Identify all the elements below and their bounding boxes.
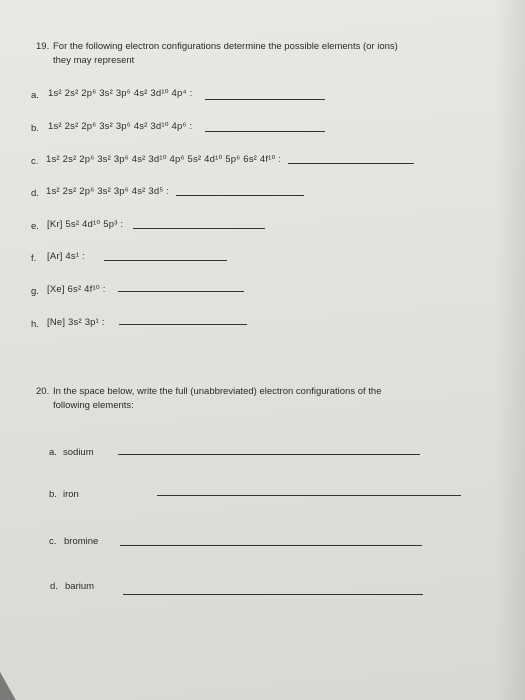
q19e-letter: e. — [31, 221, 39, 232]
q19a-config: 1s² 2s² 2p⁶ 3s² 3p⁶ 4s² 3d¹⁰ 4p⁴ : — [48, 88, 193, 99]
q20a-letter: a. — [49, 447, 57, 458]
q19c-config: 1s² 2s² 2p⁶ 3s² 3p⁶ 4s² 3d¹⁰ 4p⁶ 5s² 4d¹⁰ 5p⁶ 6s² 4f¹⁰ : — [46, 154, 282, 165]
q19h-config: [Ne] 3s² 3p¹ : — [47, 317, 105, 328]
q20-prompt-line2: following elements: — [53, 400, 134, 411]
q19g-config: [Xe] 6s² 4f¹⁰ : — [47, 284, 106, 295]
q19d-config: 1s² 2s² 2p⁶ 3s² 3p⁶ 4s² 3d⁵ : — [46, 186, 170, 197]
q19-prompt-line1: For the following electron configurations determine the possible elements (or ions) — [53, 41, 398, 52]
q19a-letter: a. — [31, 90, 39, 101]
q19g-letter: g. — [31, 286, 39, 297]
q19d-answer-line[interactable] — [176, 195, 304, 196]
page-shade — [495, 0, 525, 700]
q19c-answer-line[interactable] — [288, 163, 414, 164]
q19f-letter: f. — [31, 253, 37, 264]
q20-number: 20. — [36, 386, 50, 397]
q20c-answer-line[interactable] — [120, 545, 422, 546]
q20a-element: sodium — [63, 447, 94, 458]
q19f-config: [Ar] 4s¹ : — [47, 251, 85, 262]
q19-prompt-line2: they may represent — [53, 55, 135, 66]
q20c-element: bromine — [64, 536, 99, 547]
q20b-letter: b. — [49, 489, 57, 500]
q19d-letter: d. — [31, 188, 39, 199]
q19h-letter: h. — [31, 319, 39, 330]
q19-number: 19. — [36, 41, 50, 52]
q19a-answer-line[interactable] — [205, 99, 325, 100]
q19g-answer-line[interactable] — [118, 291, 244, 292]
q19b-letter: b. — [31, 123, 39, 134]
q20c-letter: c. — [49, 536, 57, 547]
q20d-element: barium — [65, 581, 95, 592]
q19c-letter: c. — [31, 156, 39, 167]
q19f-answer-line[interactable] — [104, 260, 227, 261]
q19b-answer-line[interactable] — [205, 131, 325, 132]
q20d-answer-line[interactable] — [123, 594, 423, 595]
q19h-answer-line[interactable] — [119, 324, 247, 325]
q19e-config: [Kr] 5s² 4d¹⁰ 5p³ : — [47, 219, 124, 230]
q19b-config: 1s² 2s² 2p⁶ 3s² 3p⁶ 4s² 3d¹⁰ 4p⁶ : — [48, 121, 193, 132]
q20-prompt-line1: In the space below, write the full (unabbreviated) electron configurations of the — [53, 386, 382, 397]
q20d-letter: d. — [50, 581, 58, 592]
q20a-answer-line[interactable] — [118, 454, 420, 455]
q19e-answer-line[interactable] — [133, 228, 265, 229]
q20b-element: iron — [63, 489, 79, 500]
q20b-answer-line[interactable] — [157, 495, 461, 496]
